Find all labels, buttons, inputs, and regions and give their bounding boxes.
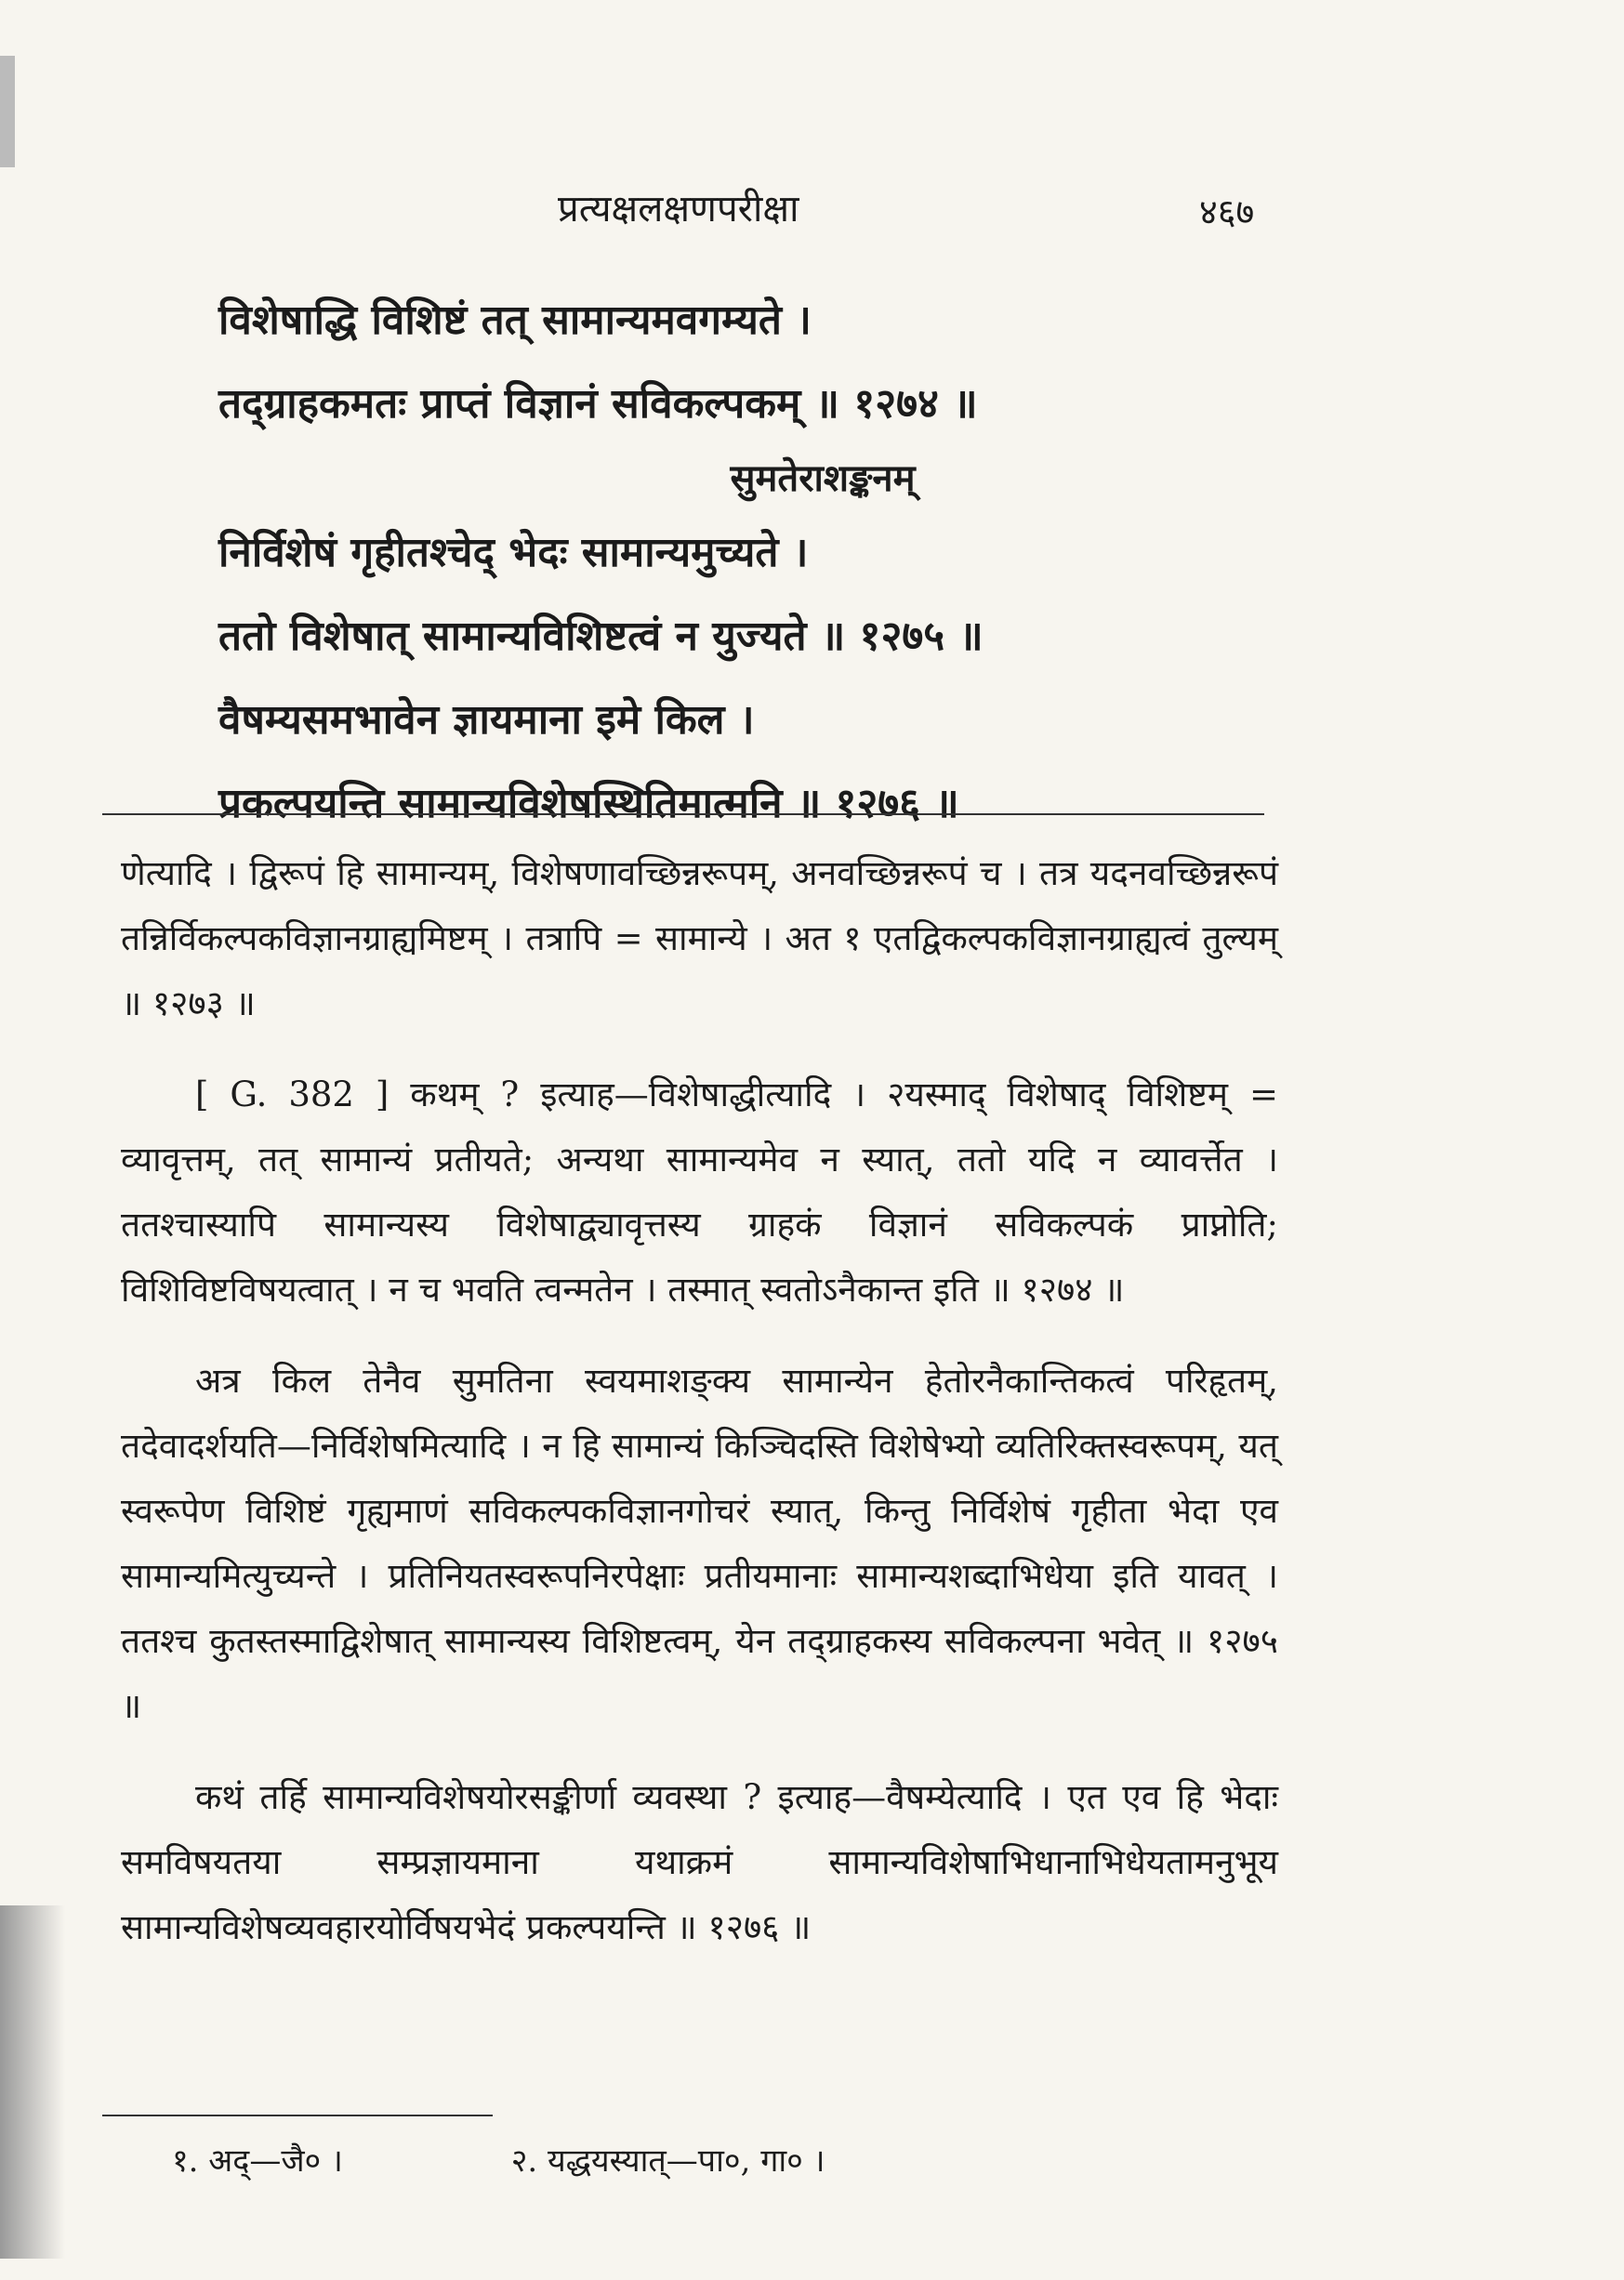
verse-line: विशेषाद्धि विशिष्टं तत् सामान्यमवगम्यते । [218, 297, 812, 344]
verse-line: निर्विशेषं गृहीतश्चेद् भेदः सामान्यमुच्यते । [218, 529, 809, 576]
verse-divider [102, 813, 1264, 815]
footnotes [172, 2138, 984, 2181]
running-header [0, 181, 1624, 237]
commentary-paragraph: कथं तर्हि सामान्यविशेषयोरसङ्कीर्णा व्यवस्था ? इत्याह—वैषम्येत्यादि । एत एव हि भेदाः समविषयतया सम्प्रज्ञायमाना यथाक्रमं सामान्यविशेषाभिधानाभिधेयतामनुभूय सामान्यविशेषव्यवहारयोर्विषयभेदं प्रकल्पयन्ति ॥ १२७६ ॥ [121, 1777, 1278, 1947]
page-title: प्रत्यक्षलक्षणपरीक्षा [558, 188, 799, 231]
verse-line: प्रकल्पयन्ति सामान्यविशेषस्थितिमात्मनि ॥ १२७६ ॥ [218, 780, 959, 827]
commentary [121, 841, 1278, 1986]
footnote: १. अद्—जै० । [172, 2142, 343, 2180]
footnote-divider [102, 2115, 493, 2116]
commentary-paragraph: [ G. 382 ] कथम् ? इत्याह—विशेषाद्धीत्यादि । २यस्माद् विशेषाद् विशिष्टम् = व्यावृत्तम्, तत् सामान्यं प्रतीयते; अन्यथा सामान्यमेव न स्यात्, ततो यदि न व्यावर्त्तेत । ततश्चास्यापि सामान्यस्य विशेषाद्व्यावृत्तस्य ग्राहकं विज्ञानं सविकल्पकं प्राप्नोति; विशिविष्टविषयत्वात् । न च भवति त्वन्मतेन । तस्मात् स्वतोऽनैकान्त इति ॥ १२७४ ॥ [121, 1074, 1278, 1310]
verse-line: वैषम्यसमभावेन ज्ञायमाना इमे किल । [218, 696, 755, 744]
verse-line: तद्ग्राहकमतः प्राप्तं विज्ञानं सविकल्पकम् ॥ १२७४ ॥ [218, 380, 978, 428]
footnote: २. यद्धयस्यात्—पा०, गा० । [510, 2142, 825, 2180]
scan-margin-shadow [0, 1905, 65, 2259]
scan-margin-mark [0, 56, 15, 167]
verse-block [218, 279, 1269, 846]
section-heading: सुमतेराशङ्कनम् [730, 456, 916, 500]
verse-line: ततो विशेषात् सामान्यविशिष्टत्वं न युज्यते ॥ १२७५ ॥ [218, 613, 984, 660]
page-number: ४६७ [1199, 191, 1255, 232]
commentary-paragraph: अत्र किल तेनैव सुमतिना स्वयमाशङ्क्य सामान्येन हेतोरनैकान्तिकत्वं परिहृतम्, तदेवादर्शयति—निर्विशेषमित्यादि । न हि सामान्यं किञ्चिदस्ति विशेषेभ्यो व्यतिरिक्तस्वरूपम्, यत् स्वरूपेण विशिष्टं गृह्यमाणं सविकल्पकविज्ञानगोचरं स्यात्, किन्तु निर्विशेषं गृहीता भेदा एव सामान्यमित्युच्यन्ते । प्रतिनियतस्वरूपनिरपेक्षाः प्रतीयमानाः सामान्यशब्दाभिधेया इति यावत् । ततश्च कुतस्तस्माद्विशेषात् सामान्यस्य विशिष्टत्वम्, येन तद्ग्राहकस्य सविकल्पना भवेत् ॥ १२७५ ॥ [121, 1361, 1278, 1726]
commentary-paragraph: णेत्यादि । द्विरूपं हि सामान्यम्, विशेषणावच्छिन्नरूपम्, अनवच्छिन्नरूपं च । तत्र यदनवच्छिन्नरूपं तन्निर्विकल्पकविज्ञानग्राह्यमिष्टम् । तत्रापि = सामान्ये । अत १ एतद्विकल्पकविज्ञानग्राह्यत्वं तुल्यम् ॥ १२७३ ॥ [121, 853, 1278, 1023]
